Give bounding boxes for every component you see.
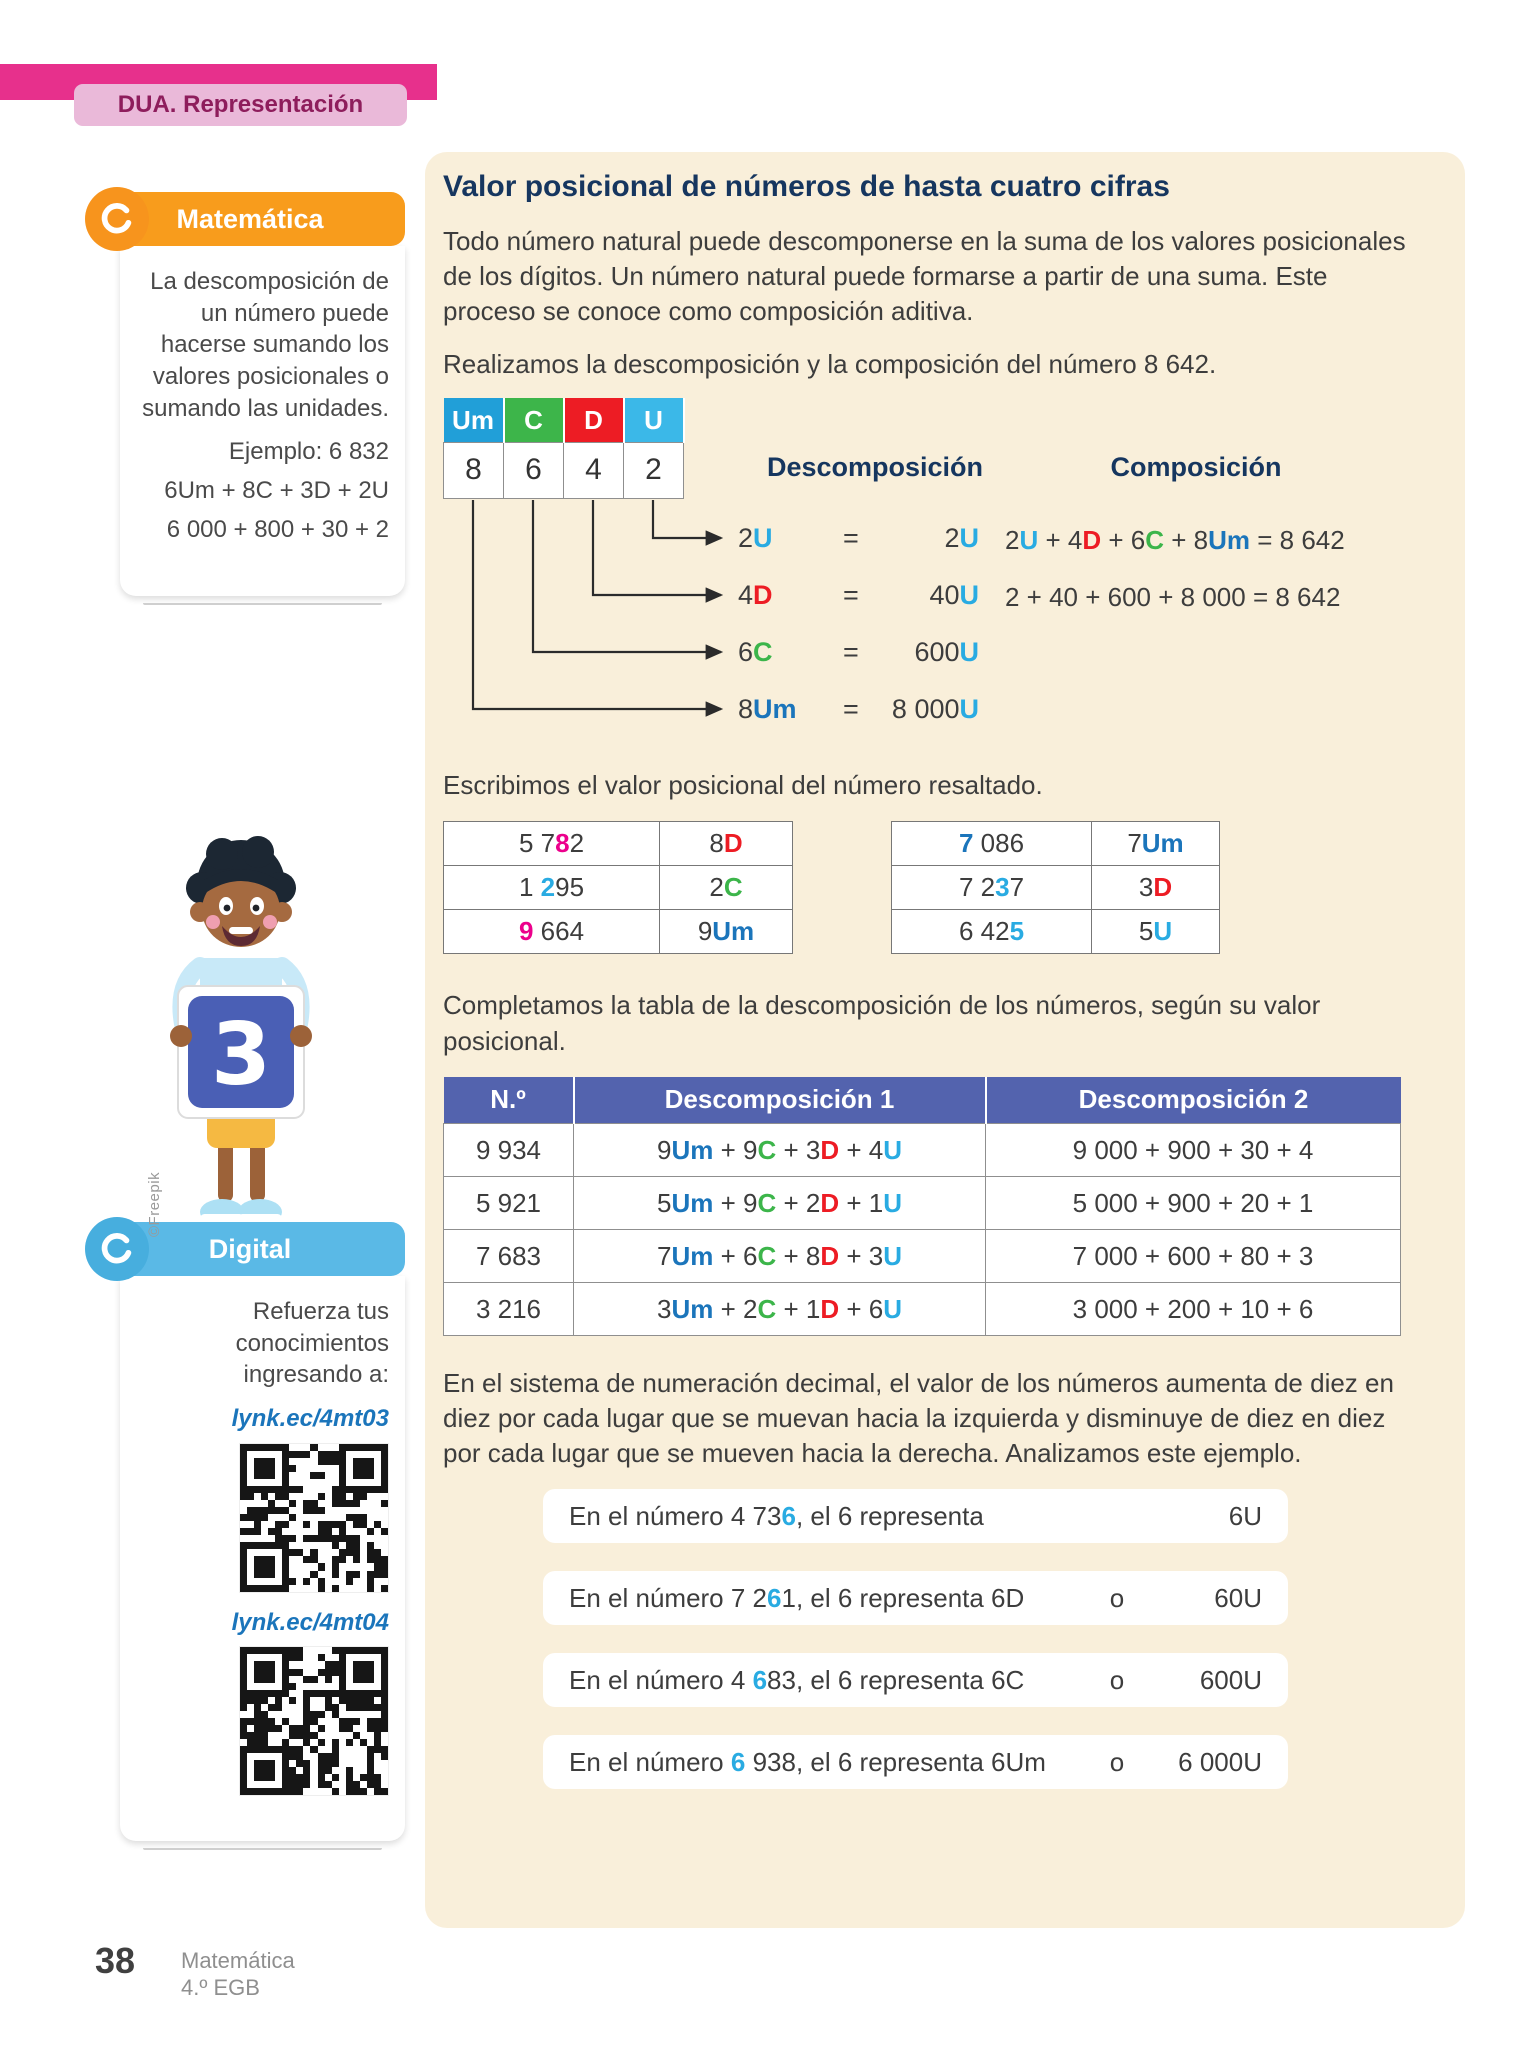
example-value: 6U [1228, 1500, 1262, 1531]
example-box [543, 1653, 1288, 1707]
value-cell: 2C [660, 866, 793, 910]
table-row [892, 822, 1220, 866]
matematica-card-text: La descomposición de un número puede hacerse sumando los valores posicionales o sumando las unidades. [142, 268, 389, 422]
header-numero: N.º [444, 1077, 574, 1124]
example-text: En el número 6 938, el 6 representa 6Um [569, 1746, 1046, 1777]
qr-code-2 [239, 1646, 389, 1796]
example-box [543, 1489, 1288, 1543]
number-cell: 6 425 [892, 910, 1092, 954]
decomposition-diagram [443, 392, 1415, 762]
footer-subject [181, 1948, 295, 2002]
decomposition-2-cell: 9 000 + 900 + 30 + 4 [986, 1124, 1401, 1177]
table-row [444, 1177, 1401, 1230]
decomposition-table [443, 1077, 1401, 1337]
value-cell: 9Um [660, 910, 793, 954]
table-header-row [444, 1077, 1401, 1124]
decomposition-2-cell: 7 000 + 600 + 80 + 3 [986, 1230, 1401, 1283]
decomposition-row [443, 637, 1415, 669]
intro-paragraph: Todo número natural puede descomponerse en la suma de los valores posicionales de los dígitos. Un número natural puede formarse a partir de una suma. Este proceso se conoce como composición aditiva. [443, 226, 1406, 327]
matematica-badge-label: Matemática [176, 203, 324, 234]
decomposition-1-cell: 9Um + 9C + 3D + 4U [574, 1124, 986, 1177]
page-number: 38 [95, 1940, 136, 1981]
decomposition-term: 4D [738, 580, 773, 611]
decomposition-1-cell: 7Um + 6C + 8D + 3U [574, 1230, 986, 1283]
table-row [444, 866, 793, 910]
digit-tens: 4 [564, 442, 624, 498]
card-number: 3 [211, 1005, 271, 1105]
value-cell: 8D [660, 822, 793, 866]
composition-heading: Composición [1110, 452, 1282, 483]
decomposition-1-cell: 5Um + 9C + 2D + 1U [574, 1177, 986, 1230]
dua-badge-label: DUA. Representación [117, 91, 364, 118]
matematica-example-label: Ejemplo: 6 832 [228, 438, 389, 466]
example-value: 6 000U [1178, 1746, 1262, 1777]
decomposition-value: 40U [929, 580, 979, 611]
place-value-table [443, 398, 685, 499]
table-row [444, 1230, 1401, 1283]
number-cell: 9 934 [444, 1124, 574, 1177]
table-row [892, 866, 1220, 910]
composition-line: 2 + 40 + 600 + 8 000 = 8 642 [1005, 582, 1341, 613]
number-cell: 5 921 [444, 1177, 574, 1230]
column-header-c: C [504, 398, 564, 442]
header-descomposicion-1: Descomposición 1 [574, 1077, 986, 1124]
matematica-example-sum: 6 000 + 800 + 30 + 2 [166, 515, 389, 543]
highlight-table-right [891, 821, 1220, 954]
column-header-d: D [564, 398, 624, 442]
value-cell: 5U [1092, 910, 1220, 954]
digit-units: 2 [624, 442, 684, 498]
equals-sign: = [843, 694, 859, 725]
image-credit: ©Freepik [146, 1171, 163, 1237]
example-text: En el número 4 736, el 6 representa [569, 1500, 984, 1531]
column-header-u: U [624, 398, 684, 442]
equals-sign: = [843, 523, 859, 554]
table-row [444, 822, 793, 866]
composition-line: 2U + 4D + 6C + 8Um = 8 642 [1005, 525, 1345, 556]
matematica-example-units: 6Um + 8C + 3D + 2U [164, 477, 389, 505]
table-row [444, 1124, 1401, 1177]
value-cell: 7Um [1092, 822, 1220, 866]
decomposition-value: 600U [914, 637, 979, 668]
example-box [543, 1735, 1288, 1789]
example-or: o [1109, 1664, 1125, 1695]
decomposition-term: 2U [738, 523, 773, 554]
main-panel [425, 152, 1465, 1928]
table-row [444, 910, 793, 954]
equals-sign: = [843, 580, 859, 611]
highlight-intro-paragraph: Escribimos el valor posicional del número resaltado. [443, 770, 1043, 801]
example-value: 60U [1214, 1582, 1262, 1613]
highlight-table-left [443, 821, 793, 954]
example-text: En el número 4 683, el 6 representa 6C [569, 1664, 1025, 1695]
example-intro-paragraph: Realizamos la descomposición y la composición del número 8 642. [443, 349, 1217, 380]
decomposition-term: 6C [738, 637, 773, 668]
curl-icon [85, 1217, 149, 1281]
footer-subject-name: Matemática [181, 1948, 295, 1973]
digital-badge-label: Digital [208, 1233, 292, 1264]
highlight-tables [443, 821, 1415, 954]
example-or: o [1109, 1746, 1125, 1777]
decomposition-2-cell: 5 000 + 900 + 20 + 1 [986, 1177, 1401, 1230]
example-box [543, 1571, 1288, 1625]
value-cell: 3D [1092, 866, 1220, 910]
table-intro-paragraph: Completamos la tabla de la descomposición de los números, según su valor posicional. [443, 990, 1321, 1056]
decomposition-term: 8Um [738, 694, 797, 725]
digit-hundreds: 6 [504, 442, 564, 498]
example-boxes [443, 1489, 1415, 1789]
decomposition-heading: Descomposición [766, 452, 984, 483]
number-cell: 7 683 [444, 1230, 574, 1283]
digital-card [120, 1276, 405, 1841]
dua-badge [74, 84, 407, 126]
decomposition-value: 8 000U [891, 694, 979, 725]
footer-grade: 4.º EGB [181, 1974, 260, 2000]
decomposition-1-cell: 3Um + 2C + 1D + 6U [574, 1283, 986, 1336]
decomposition-value: 2U [944, 523, 979, 554]
decomposition-row [443, 694, 1415, 726]
link-4mt04[interactable]: lynk.ec/4mt04 [231, 1608, 389, 1636]
qr-code-1 [239, 1443, 389, 1593]
decimal-system-paragraph: En el sistema de numeración decimal, el valor de los números aumenta de diez en diez por cada lugar que se muevan hacia la izquierda y disminuye de diez en diez por cada lugar que se mueven hacia la derecha. Analizamos este ejemplo. [443, 1368, 1394, 1469]
header-descomposicion-2: Descomposición 2 [986, 1077, 1401, 1124]
page-title: Valor posicional de números de hasta cuatro cifras [443, 170, 1170, 203]
equals-sign: = [843, 637, 859, 668]
digit-thousands: 8 [444, 442, 504, 498]
example-text: En el número 7 261, el 6 representa 6D [569, 1582, 1025, 1613]
matematica-card [120, 246, 405, 596]
column-header-um: Um [444, 398, 504, 442]
number-cell: 3 216 [444, 1283, 574, 1336]
example-value: 600U [1199, 1664, 1262, 1695]
link-4mt03[interactable]: lynk.ec/4mt03 [231, 1405, 389, 1433]
digital-badge [95, 1222, 405, 1276]
number-cell: 1 295 [444, 866, 660, 910]
curl-icon [85, 187, 149, 251]
matematica-badge [95, 192, 405, 246]
number-cell: 7 086 [892, 822, 1092, 866]
table-row [444, 1283, 1401, 1336]
number-cell: 9 664 [444, 910, 660, 954]
number-cell: 5 782 [444, 822, 660, 866]
decomposition-2-cell: 3 000 + 200 + 10 + 6 [986, 1283, 1401, 1336]
table-row [892, 910, 1220, 954]
digital-card-text: Refuerza tus conocimientos ingresando a: [235, 1298, 389, 1389]
number-cell: 7 237 [892, 866, 1092, 910]
boy-illustration [130, 810, 352, 1248]
example-or: o [1109, 1582, 1125, 1613]
